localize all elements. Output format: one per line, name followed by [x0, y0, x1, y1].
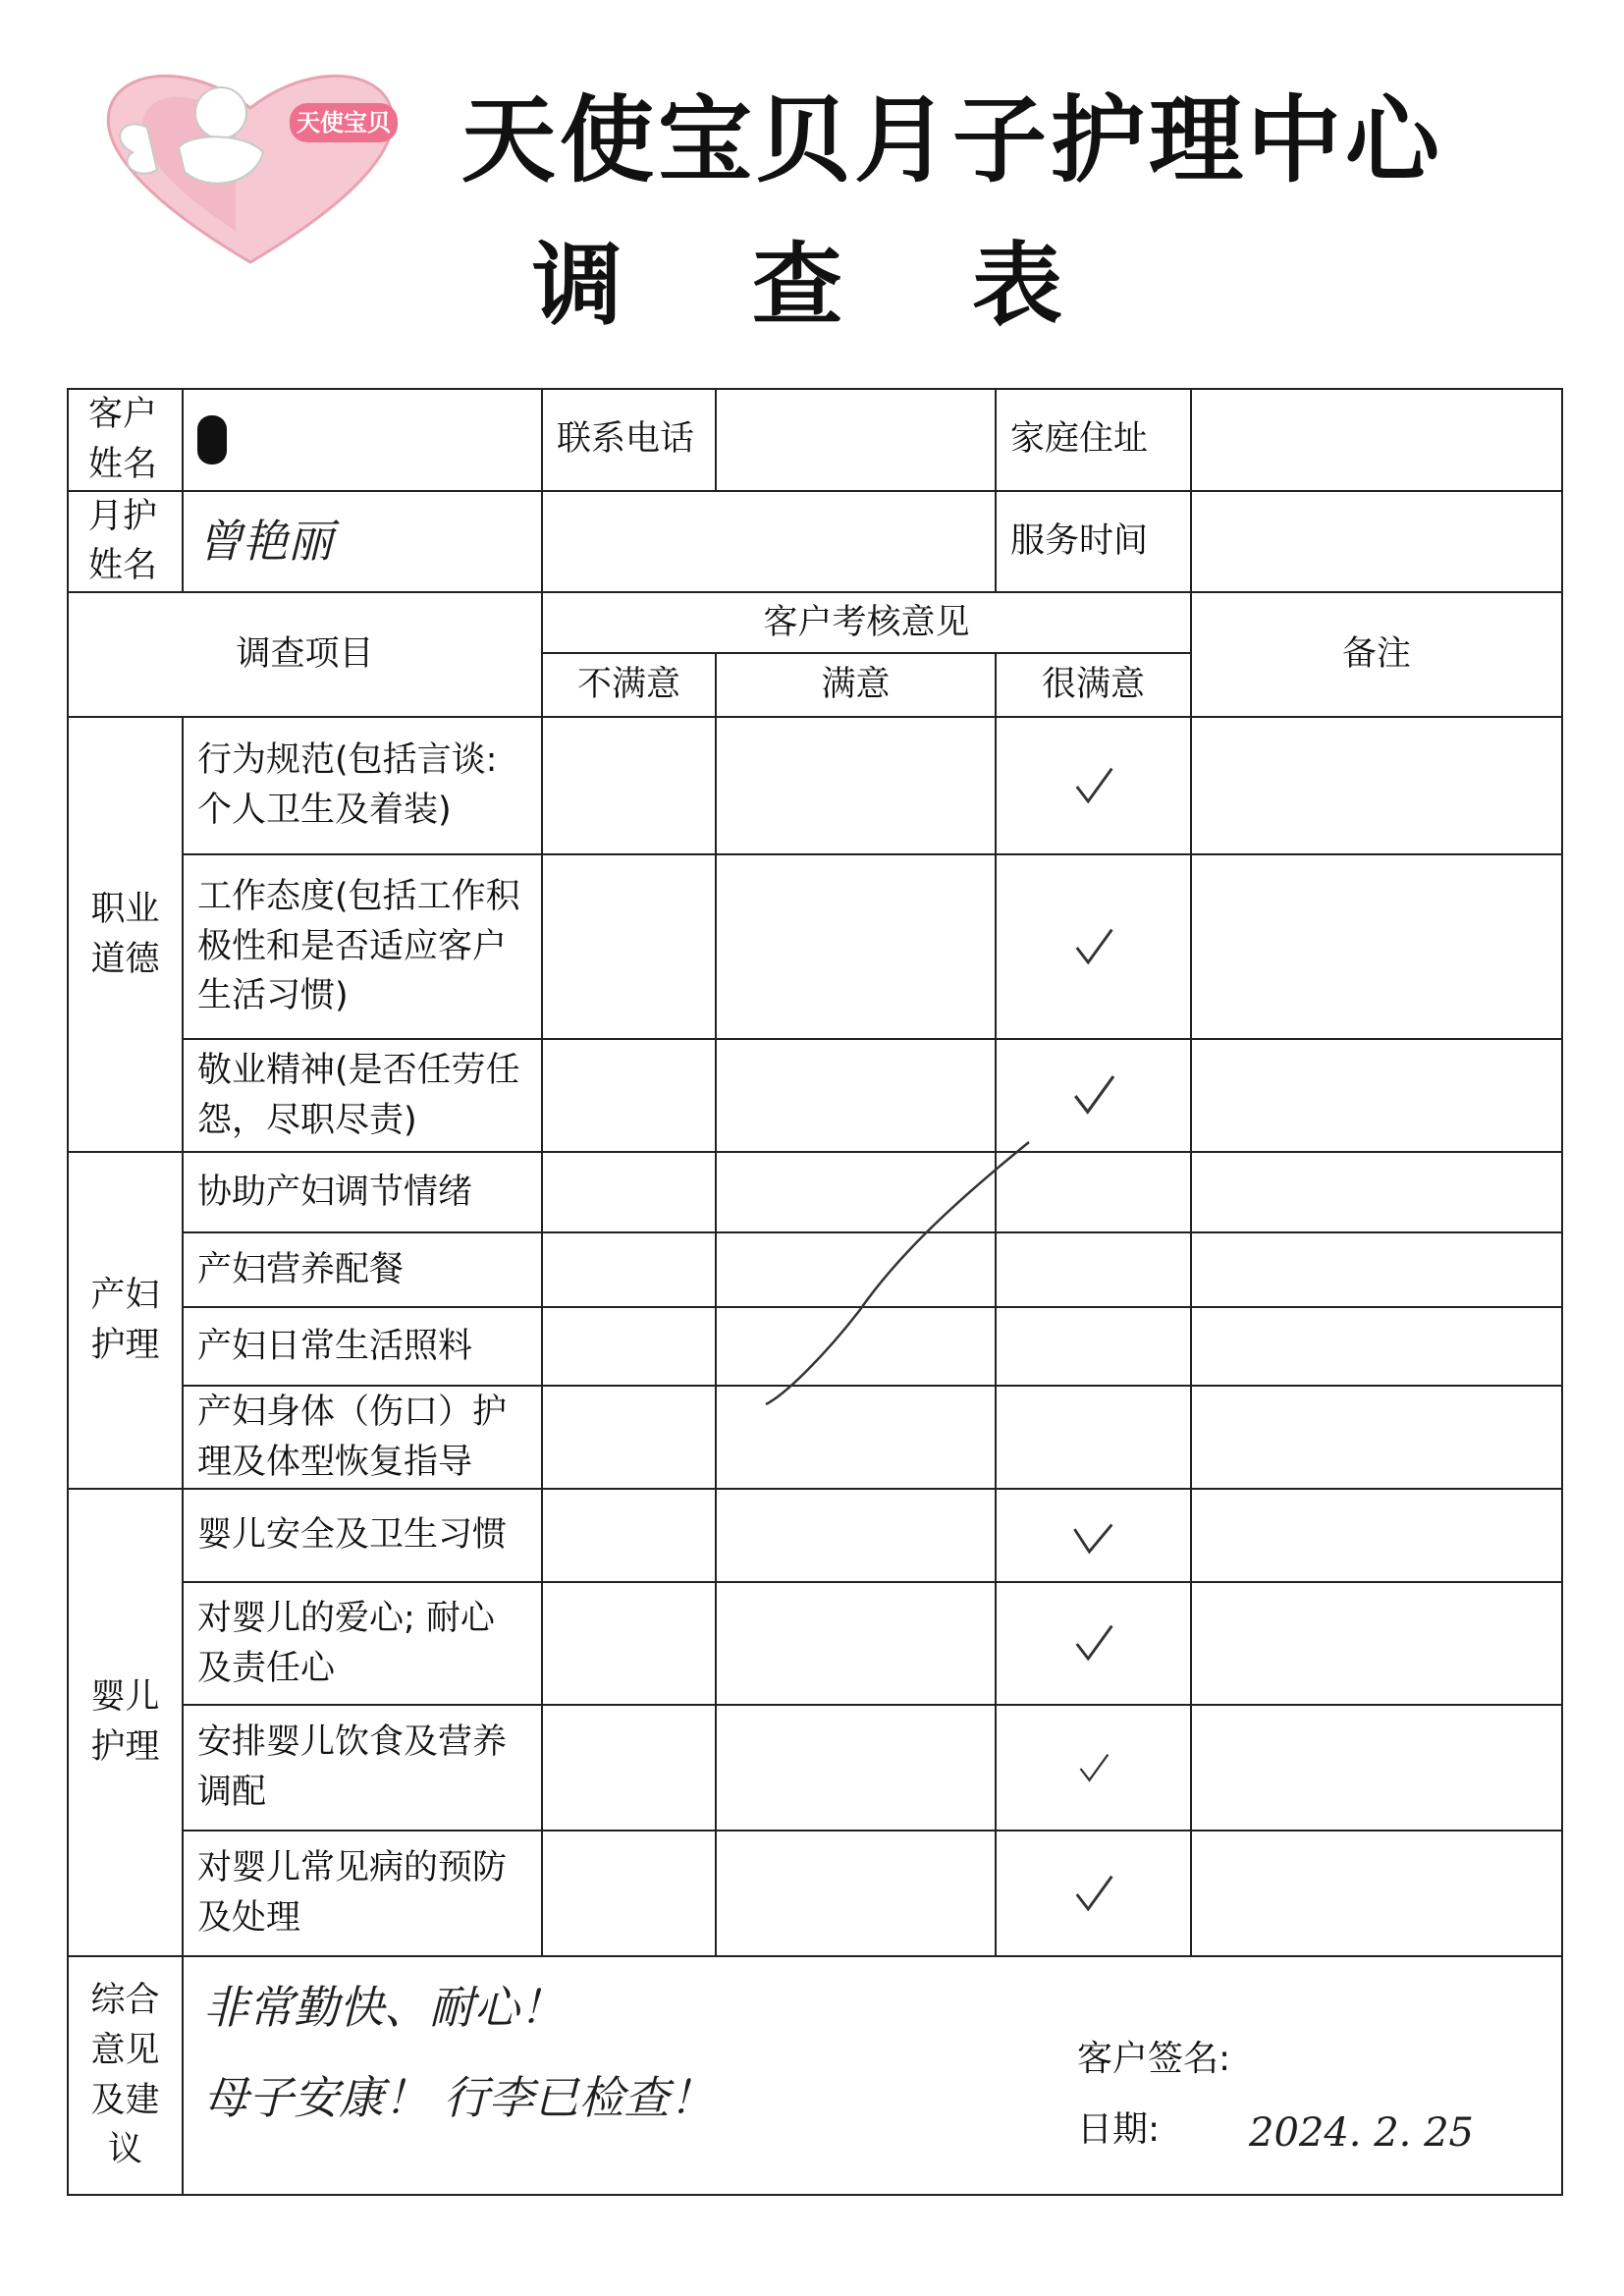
checkmark-icon	[1076, 1751, 1111, 1786]
checkmark-icon	[1064, 1071, 1123, 1121]
rating-satisfied-cell[interactable]	[716, 1232, 996, 1307]
remarks-header: 备注	[1191, 592, 1562, 717]
rating-unsatisfied-cell[interactable]	[542, 717, 716, 854]
survey-item: 婴儿安全及卫生习惯	[183, 1489, 542, 1582]
checkmark-icon	[1071, 1621, 1116, 1667]
survey-item: 产妇营养配餐	[183, 1232, 542, 1307]
survey-item: 行为规范(包括言谈:个人卫生及着装)	[183, 717, 542, 854]
checkmark-icon	[1071, 1872, 1116, 1917]
rating-unsatisfied-cell[interactable]	[542, 1307, 716, 1386]
organization-title: 天使宝贝月子护理中心	[461, 85, 1443, 195]
rating-satisfied-cell[interactable]	[716, 1489, 996, 1582]
summary-comment-line: 非常勤快、耐心！	[203, 1981, 565, 2034]
very-satisfied-header: 很满意	[996, 653, 1191, 717]
rating-very-satisfied-cell[interactable]	[996, 1307, 1191, 1386]
survey-items-header: 调查项目	[68, 592, 542, 717]
service-time-field[interactable]	[1191, 491, 1562, 593]
summary-label: 综合意见及建议	[68, 1956, 183, 2195]
remarks-cell[interactable]	[1191, 1705, 1562, 1831]
nurse-name-value: 曾艳丽	[197, 514, 333, 568]
angel-heart-logo	[88, 54, 412, 265]
rating-satisfied-cell[interactable]	[716, 1039, 996, 1152]
opinion-group-header: 客户考核意见	[542, 592, 1191, 653]
svg-text:天使宝贝: 天使宝贝	[297, 109, 391, 137]
survey-item: 安排婴儿饮食及营养调配	[183, 1705, 542, 1831]
address-label: 家庭住址	[996, 389, 1191, 491]
rating-unsatisfied-cell[interactable]	[542, 1386, 716, 1489]
nurse-name-field[interactable]	[183, 491, 542, 593]
rating-very-satisfied-cell[interactable]	[996, 1386, 1191, 1489]
checkmark-icon	[1071, 925, 1116, 970]
rating-satisfied-cell[interactable]	[716, 717, 996, 854]
rating-unsatisfied-cell[interactable]	[542, 1232, 716, 1307]
remarks-cell[interactable]	[1191, 1582, 1562, 1705]
satisfied-header: 满意	[716, 653, 996, 717]
phone-label: 联系电话	[542, 389, 716, 491]
date-label: 日期:	[1077, 2109, 1161, 2150]
rating-very-satisfied-cell[interactable]	[996, 1232, 1191, 1307]
redaction-mark	[197, 415, 227, 465]
summary-comment-line: 母子安康！ 行李已检查！	[203, 2071, 715, 2124]
rating-satisfied-cell[interactable]	[716, 1152, 996, 1232]
rating-very-satisfied-cell[interactable]	[996, 1152, 1191, 1232]
rating-very-satisfied-cell[interactable]	[996, 1489, 1191, 1582]
remarks-cell[interactable]	[1191, 1489, 1562, 1582]
client-name-label: 客户姓名	[68, 389, 183, 491]
remarks-cell[interactable]	[1191, 1232, 1562, 1307]
signature-label: 客户签名:	[1077, 2039, 1231, 2079]
remarks-cell[interactable]	[1191, 1152, 1562, 1232]
rating-satisfied-cell[interactable]	[716, 854, 996, 1039]
category-infant-care: 婴儿护理	[68, 1489, 183, 1956]
rating-very-satisfied-cell[interactable]	[996, 1039, 1191, 1152]
rating-very-satisfied-cell[interactable]	[996, 1831, 1191, 1956]
rating-very-satisfied-cell[interactable]	[996, 1705, 1191, 1831]
service-time-label: 服务时间	[996, 491, 1191, 593]
address-field[interactable]	[1191, 389, 1562, 491]
blank-cell	[542, 491, 996, 593]
rating-unsatisfied-cell[interactable]	[542, 1582, 716, 1705]
remarks-cell[interactable]	[1191, 1307, 1562, 1386]
survey-item: 协助产妇调节情绪	[183, 1152, 542, 1232]
client-name-field[interactable]	[183, 389, 542, 491]
survey-item: 对婴儿常见病的预防及处理	[183, 1831, 542, 1956]
rating-unsatisfied-cell[interactable]	[542, 1831, 716, 1956]
rating-satisfied-cell[interactable]	[716, 1582, 996, 1705]
rating-very-satisfied-cell[interactable]	[996, 1582, 1191, 1705]
rating-very-satisfied-cell[interactable]	[996, 717, 1191, 854]
survey-item: 对婴儿的爱心; 耐心及责任心	[183, 1582, 542, 1705]
survey-item: 产妇身体（伤口）护理及体型恢复指导	[183, 1386, 542, 1489]
nurse-name-label: 月护姓名	[68, 491, 183, 593]
rating-satisfied-cell[interactable]	[716, 1831, 996, 1956]
category-professional-ethics: 职业道德	[68, 717, 183, 1152]
date-value: 2024. 2. 25	[1249, 2110, 1475, 2156]
rating-unsatisfied-cell[interactable]	[542, 1152, 716, 1232]
survey-item: 敬业精神(是否任劳任怨，尽职尽责)	[183, 1039, 542, 1152]
checkmark-icon	[1071, 764, 1116, 809]
remarks-cell[interactable]	[1191, 1386, 1562, 1489]
survey-item: 产妇日常生活照料	[183, 1307, 542, 1386]
rating-satisfied-cell[interactable]	[716, 1386, 996, 1489]
category-maternal-care: 产妇护理	[68, 1152, 183, 1489]
rating-very-satisfied-cell[interactable]	[996, 854, 1191, 1039]
survey-item: 工作态度(包括工作积极性和是否适应客户生活习惯)	[183, 854, 542, 1039]
phone-field[interactable]	[716, 389, 996, 491]
remarks-cell[interactable]	[1191, 854, 1562, 1039]
remarks-cell[interactable]	[1191, 717, 1562, 854]
survey-form	[67, 388, 1561, 2170]
form-title: 调 查 表	[531, 233, 1112, 338]
remarks-cell[interactable]	[1191, 1039, 1562, 1152]
unsatisfied-header: 不满意	[542, 653, 716, 717]
remarks-cell[interactable]	[1191, 1831, 1562, 1956]
rating-unsatisfied-cell[interactable]	[542, 1039, 716, 1152]
summary-cell[interactable]	[183, 1956, 1562, 2195]
rating-unsatisfied-cell[interactable]	[542, 1705, 716, 1831]
rating-satisfied-cell[interactable]	[716, 1705, 996, 1831]
rating-unsatisfied-cell[interactable]	[542, 1489, 716, 1582]
rating-unsatisfied-cell[interactable]	[542, 854, 716, 1039]
checkmark-icon	[1071, 1513, 1116, 1558]
rating-satisfied-cell[interactable]	[716, 1307, 996, 1386]
